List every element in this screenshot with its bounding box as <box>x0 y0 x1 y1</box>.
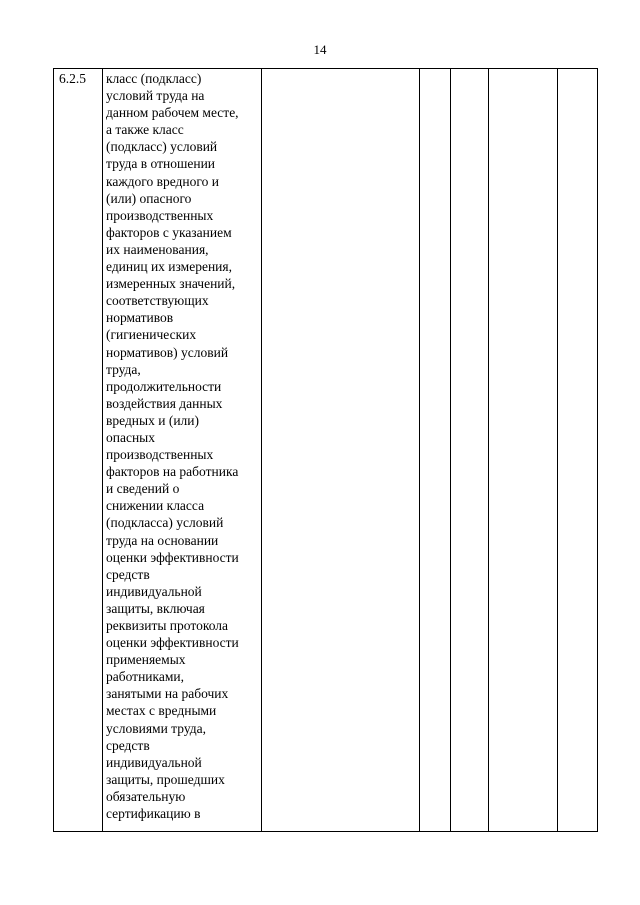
description-line: производственных <box>106 207 214 223</box>
table-row <box>54 69 598 832</box>
page-number: 14 <box>313 42 327 57</box>
description-line: защиты, включая <box>106 600 205 616</box>
description-line: каждого вредного и <box>106 173 219 189</box>
description-line: (подкласса) условий <box>106 515 224 531</box>
description-line: воздействия данных <box>106 395 223 411</box>
description-line: реквизиты протокола <box>106 618 228 633</box>
empty-cell <box>558 69 598 832</box>
description-line: продолжительности <box>106 378 222 394</box>
description-line: защиты, прошедших <box>106 771 225 787</box>
description-line: вредных и (или) <box>106 412 200 428</box>
empty-cell <box>262 69 420 832</box>
description-line: средств <box>106 566 150 582</box>
description-line: (подкласс) условий <box>106 139 218 155</box>
description-line: работниками, <box>106 669 185 685</box>
description-line: обязательную <box>106 788 186 804</box>
description-line: нормативов) условий <box>106 344 229 360</box>
description-line: снижении класса <box>106 498 205 514</box>
description-line: производственных <box>106 447 214 463</box>
description-line: применяемых <box>106 652 186 668</box>
description-line: местах с вредными <box>106 703 217 719</box>
description-line: условий труда на <box>106 88 205 104</box>
description-line: (гигиенических <box>106 327 197 343</box>
description-line: единиц их измерения, <box>106 259 232 275</box>
description-line: занятыми на рабочих <box>106 686 229 702</box>
description-line: (или) опасного <box>106 190 192 206</box>
document-table <box>53 68 598 832</box>
description-line: их наименования, <box>106 241 209 257</box>
item-number-cell: 6.2.5 <box>54 69 103 832</box>
empty-cell <box>451 69 489 832</box>
description-line: факторов с указанием <box>106 224 232 240</box>
description-line: факторов на работника <box>106 464 239 480</box>
description-line: индивидуальной <box>106 583 202 599</box>
description-line: труда в отношении <box>106 156 216 172</box>
description-line: измеренных значений, <box>106 276 236 292</box>
description-line: труда на основании <box>106 532 219 548</box>
description-line: средств <box>106 737 150 753</box>
description-line: условиями труда, <box>106 720 206 736</box>
description-line: соответствующих <box>106 293 209 309</box>
description-line: нормативов <box>106 310 174 326</box>
empty-cell <box>420 69 451 832</box>
description-line: опасных <box>106 429 156 445</box>
description-line: индивидуальной <box>106 754 202 770</box>
item-description-cell <box>103 69 262 832</box>
description-line: данном рабочем месте, <box>106 105 239 121</box>
empty-cell <box>489 69 558 832</box>
description-line: и сведений о <box>106 481 180 497</box>
description-line: труда, <box>106 361 141 377</box>
description-line: оценки эффективности <box>106 635 239 651</box>
description-line: а также класс <box>106 122 184 138</box>
description-line: сертификацию в <box>106 806 201 822</box>
description-line: оценки эффективности <box>106 549 239 565</box>
description-line: класс (подкласс) <box>106 71 202 86</box>
